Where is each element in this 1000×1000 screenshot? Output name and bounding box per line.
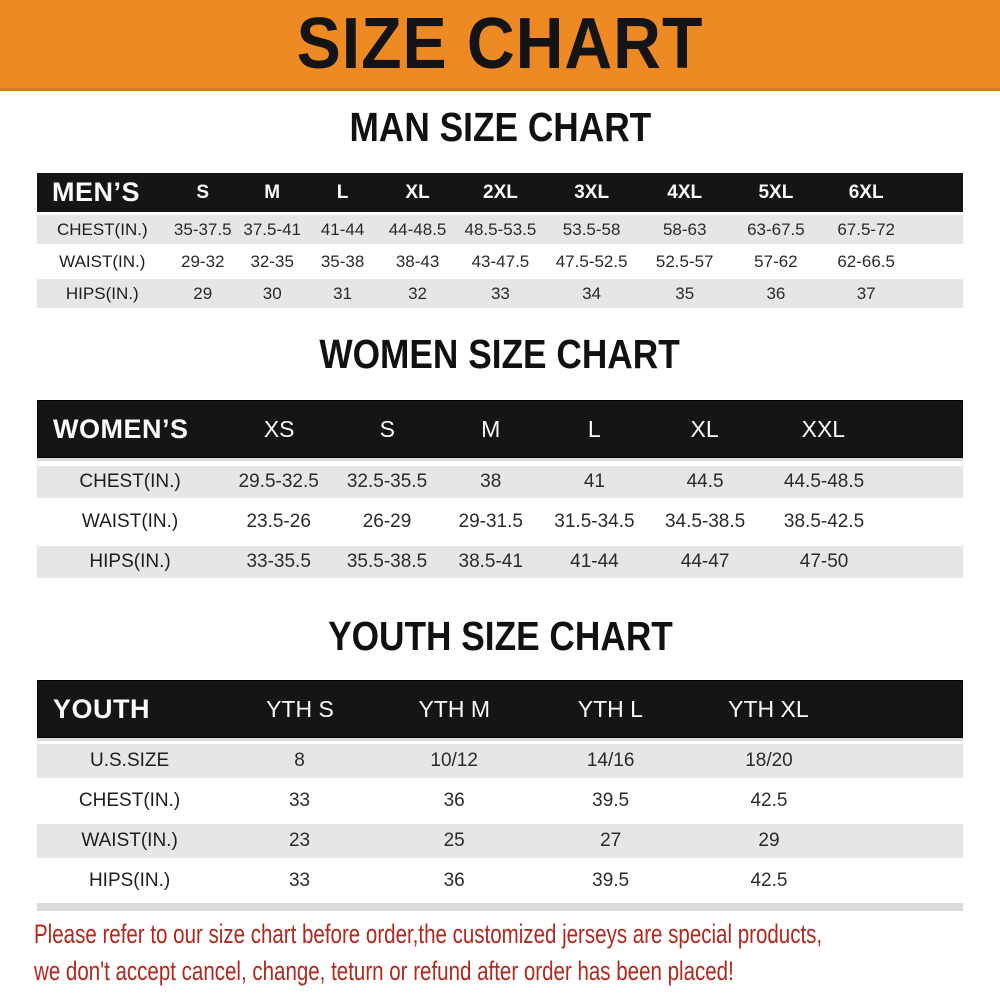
man-table-header-row (37, 173, 963, 212)
man-col-6xl: 6XL (848, 181, 884, 203)
size-value: 14/16 (586, 750, 635, 771)
youth-table-header-row (37, 680, 963, 738)
size-value: 26-29 (362, 511, 412, 532)
row-label: HIPS(IN.) (89, 551, 171, 572)
size-value: 29 (758, 830, 780, 851)
size-value: 10/12 (430, 750, 478, 771)
youth-chest-row (37, 784, 963, 818)
size-value: 42.5 (750, 870, 788, 891)
size-value: 38-43 (395, 251, 440, 271)
size-value: 35-38 (320, 251, 365, 271)
size-value: 38.5-41 (458, 551, 523, 572)
size-value: 37.5-41 (243, 219, 302, 239)
footer-disclaimer-line2 (34, 953, 994, 990)
size-value: 34.5-38.5 (664, 511, 746, 532)
youth-col-l: YTH L (577, 695, 643, 722)
size-value: 38 (480, 471, 502, 492)
man-waist-row (37, 247, 963, 276)
man-col-xl: XL (405, 181, 430, 203)
youth-col-m: YTH M (418, 695, 491, 722)
row-label: U.S.SIZE (90, 750, 170, 771)
size-value: 63-67.5 (747, 219, 805, 239)
women-table-header-row (37, 400, 963, 458)
size-value: 35-37.5 (173, 219, 232, 239)
youth-size-table (37, 680, 963, 911)
man-hips-row (37, 279, 963, 308)
size-value: 32.5-35.5 (346, 471, 428, 492)
size-value: 52.5-57 (655, 251, 714, 271)
size-value: 34 (582, 283, 602, 303)
youth-col-s: YTH S (266, 695, 334, 722)
women-section-heading (0, 331, 1000, 378)
size-value: 41 (583, 471, 605, 492)
women-col-xxl: XXL (801, 415, 846, 442)
size-value: 36 (443, 870, 465, 891)
size-value: 36 (443, 790, 465, 811)
women-chest-row (37, 466, 963, 498)
man-table-corner-label: MEN’S (52, 177, 141, 207)
size-value: 29-32 (181, 251, 225, 271)
women-col-s: S (379, 415, 395, 442)
size-value: 35.5-38.5 (346, 551, 428, 572)
size-value: 44.5-48.5 (783, 471, 865, 492)
women-table-corner-label: WOMEN’S (53, 413, 189, 444)
size-value: 47.5-52.5 (555, 251, 628, 271)
size-value: 43-47.5 (471, 251, 530, 271)
size-value: 39.5 (592, 790, 630, 811)
footer-line2-text: we don't accept cancel, change, teturn or refund after order has been placed! (34, 956, 734, 986)
youth-waist-row (37, 824, 963, 858)
size-value: 31 (333, 283, 353, 303)
row-label: WAIST(IN.) (81, 830, 178, 851)
size-value: 58-63 (662, 219, 707, 239)
size-value: 67.5-72 (837, 219, 895, 239)
footer-line1-text: Please refer to our size chart before order,the customized jerseys are special products, (34, 919, 823, 949)
table-bottom-divider (37, 903, 963, 911)
man-col-4xl: 4XL (667, 181, 703, 203)
size-value: 47-50 (799, 551, 849, 572)
women-col-xl: XL (690, 415, 719, 442)
size-value: 41-44 (320, 219, 365, 239)
size-value: 29 (193, 283, 213, 303)
size-value: 35 (675, 283, 695, 303)
size-value: 39.5 (592, 870, 630, 891)
women-col-l: L (587, 415, 601, 442)
size-value: 23 (288, 830, 311, 851)
size-value: 36 (766, 283, 786, 303)
youth-table-corner-label: YOUTH (53, 693, 150, 724)
man-section-heading-text: MAN SIZE CHART (349, 104, 651, 150)
man-col-l: L (336, 181, 349, 203)
women-hips-row (37, 546, 963, 578)
row-label: CHEST(IN.) (78, 790, 181, 811)
size-value: 18/20 (745, 750, 793, 771)
man-col-2xl: 2XL (483, 181, 518, 203)
size-value: 62-66.5 (837, 251, 895, 271)
man-section-heading (0, 104, 1000, 151)
size-value: 38.5-42.5 (783, 511, 865, 532)
size-value: 44-48.5 (388, 219, 447, 239)
size-value: 33 (288, 870, 311, 891)
youth-ussize-row (37, 744, 963, 778)
size-value: 42.5 (750, 790, 788, 811)
women-section-heading-text: WOMEN SIZE CHART (319, 331, 681, 377)
row-label: HIPS(IN.) (65, 283, 139, 303)
man-col-s: S (196, 181, 210, 203)
youth-section-heading-text: YOUTH SIZE CHART (327, 613, 673, 659)
size-value: 33 (490, 283, 510, 303)
size-value: 48.5-53.5 (464, 219, 537, 239)
man-col-5xl: 5XL (758, 181, 794, 203)
row-label: WAIST(IN.) (59, 251, 146, 271)
youth-hips-row (37, 864, 963, 898)
size-value: 44-47 (680, 551, 730, 572)
size-value: 37 (856, 283, 876, 303)
footer-disclaimer (34, 916, 994, 990)
size-value: 57-62 (754, 251, 798, 271)
size-value: 30 (262, 283, 282, 303)
size-value: 25 (443, 830, 465, 851)
youth-col-xl: YTH XL (728, 695, 809, 722)
size-value: 32 (408, 283, 428, 303)
women-waist-row (37, 506, 963, 538)
size-value: 33 (288, 790, 311, 811)
footer-disclaimer-line1 (34, 916, 994, 953)
size-value: 53.5-58 (562, 219, 621, 239)
size-chart-banner (0, 0, 1000, 91)
size-value: 23.5-26 (246, 511, 311, 532)
women-col-m: M (481, 415, 501, 442)
size-value: 31.5-34.5 (554, 511, 635, 532)
size-value: 29-31.5 (458, 511, 523, 532)
women-size-table (37, 400, 963, 578)
row-label: HIPS(IN.) (88, 870, 171, 891)
youth-section-heading (0, 613, 1000, 660)
row-label: WAIST(IN.) (81, 511, 179, 532)
size-value: 32-35 (250, 251, 294, 271)
size-value: 27 (600, 830, 622, 851)
man-col-3xl: 3XL (574, 181, 610, 203)
man-chest-row (37, 215, 963, 244)
size-value: 8 (294, 750, 305, 771)
size-value: 41-44 (570, 551, 619, 572)
row-label: CHEST(IN.) (56, 219, 148, 239)
man-col-m: M (264, 181, 281, 203)
banner-title: SIZE CHART (296, 4, 704, 84)
size-value: 44.5 (686, 471, 724, 492)
row-label: CHEST(IN.) (79, 471, 181, 492)
size-value: 29.5-32.5 (238, 471, 319, 492)
man-size-table (37, 173, 963, 308)
women-col-xs: XS (263, 415, 295, 442)
size-value: 33-35.5 (246, 551, 311, 572)
